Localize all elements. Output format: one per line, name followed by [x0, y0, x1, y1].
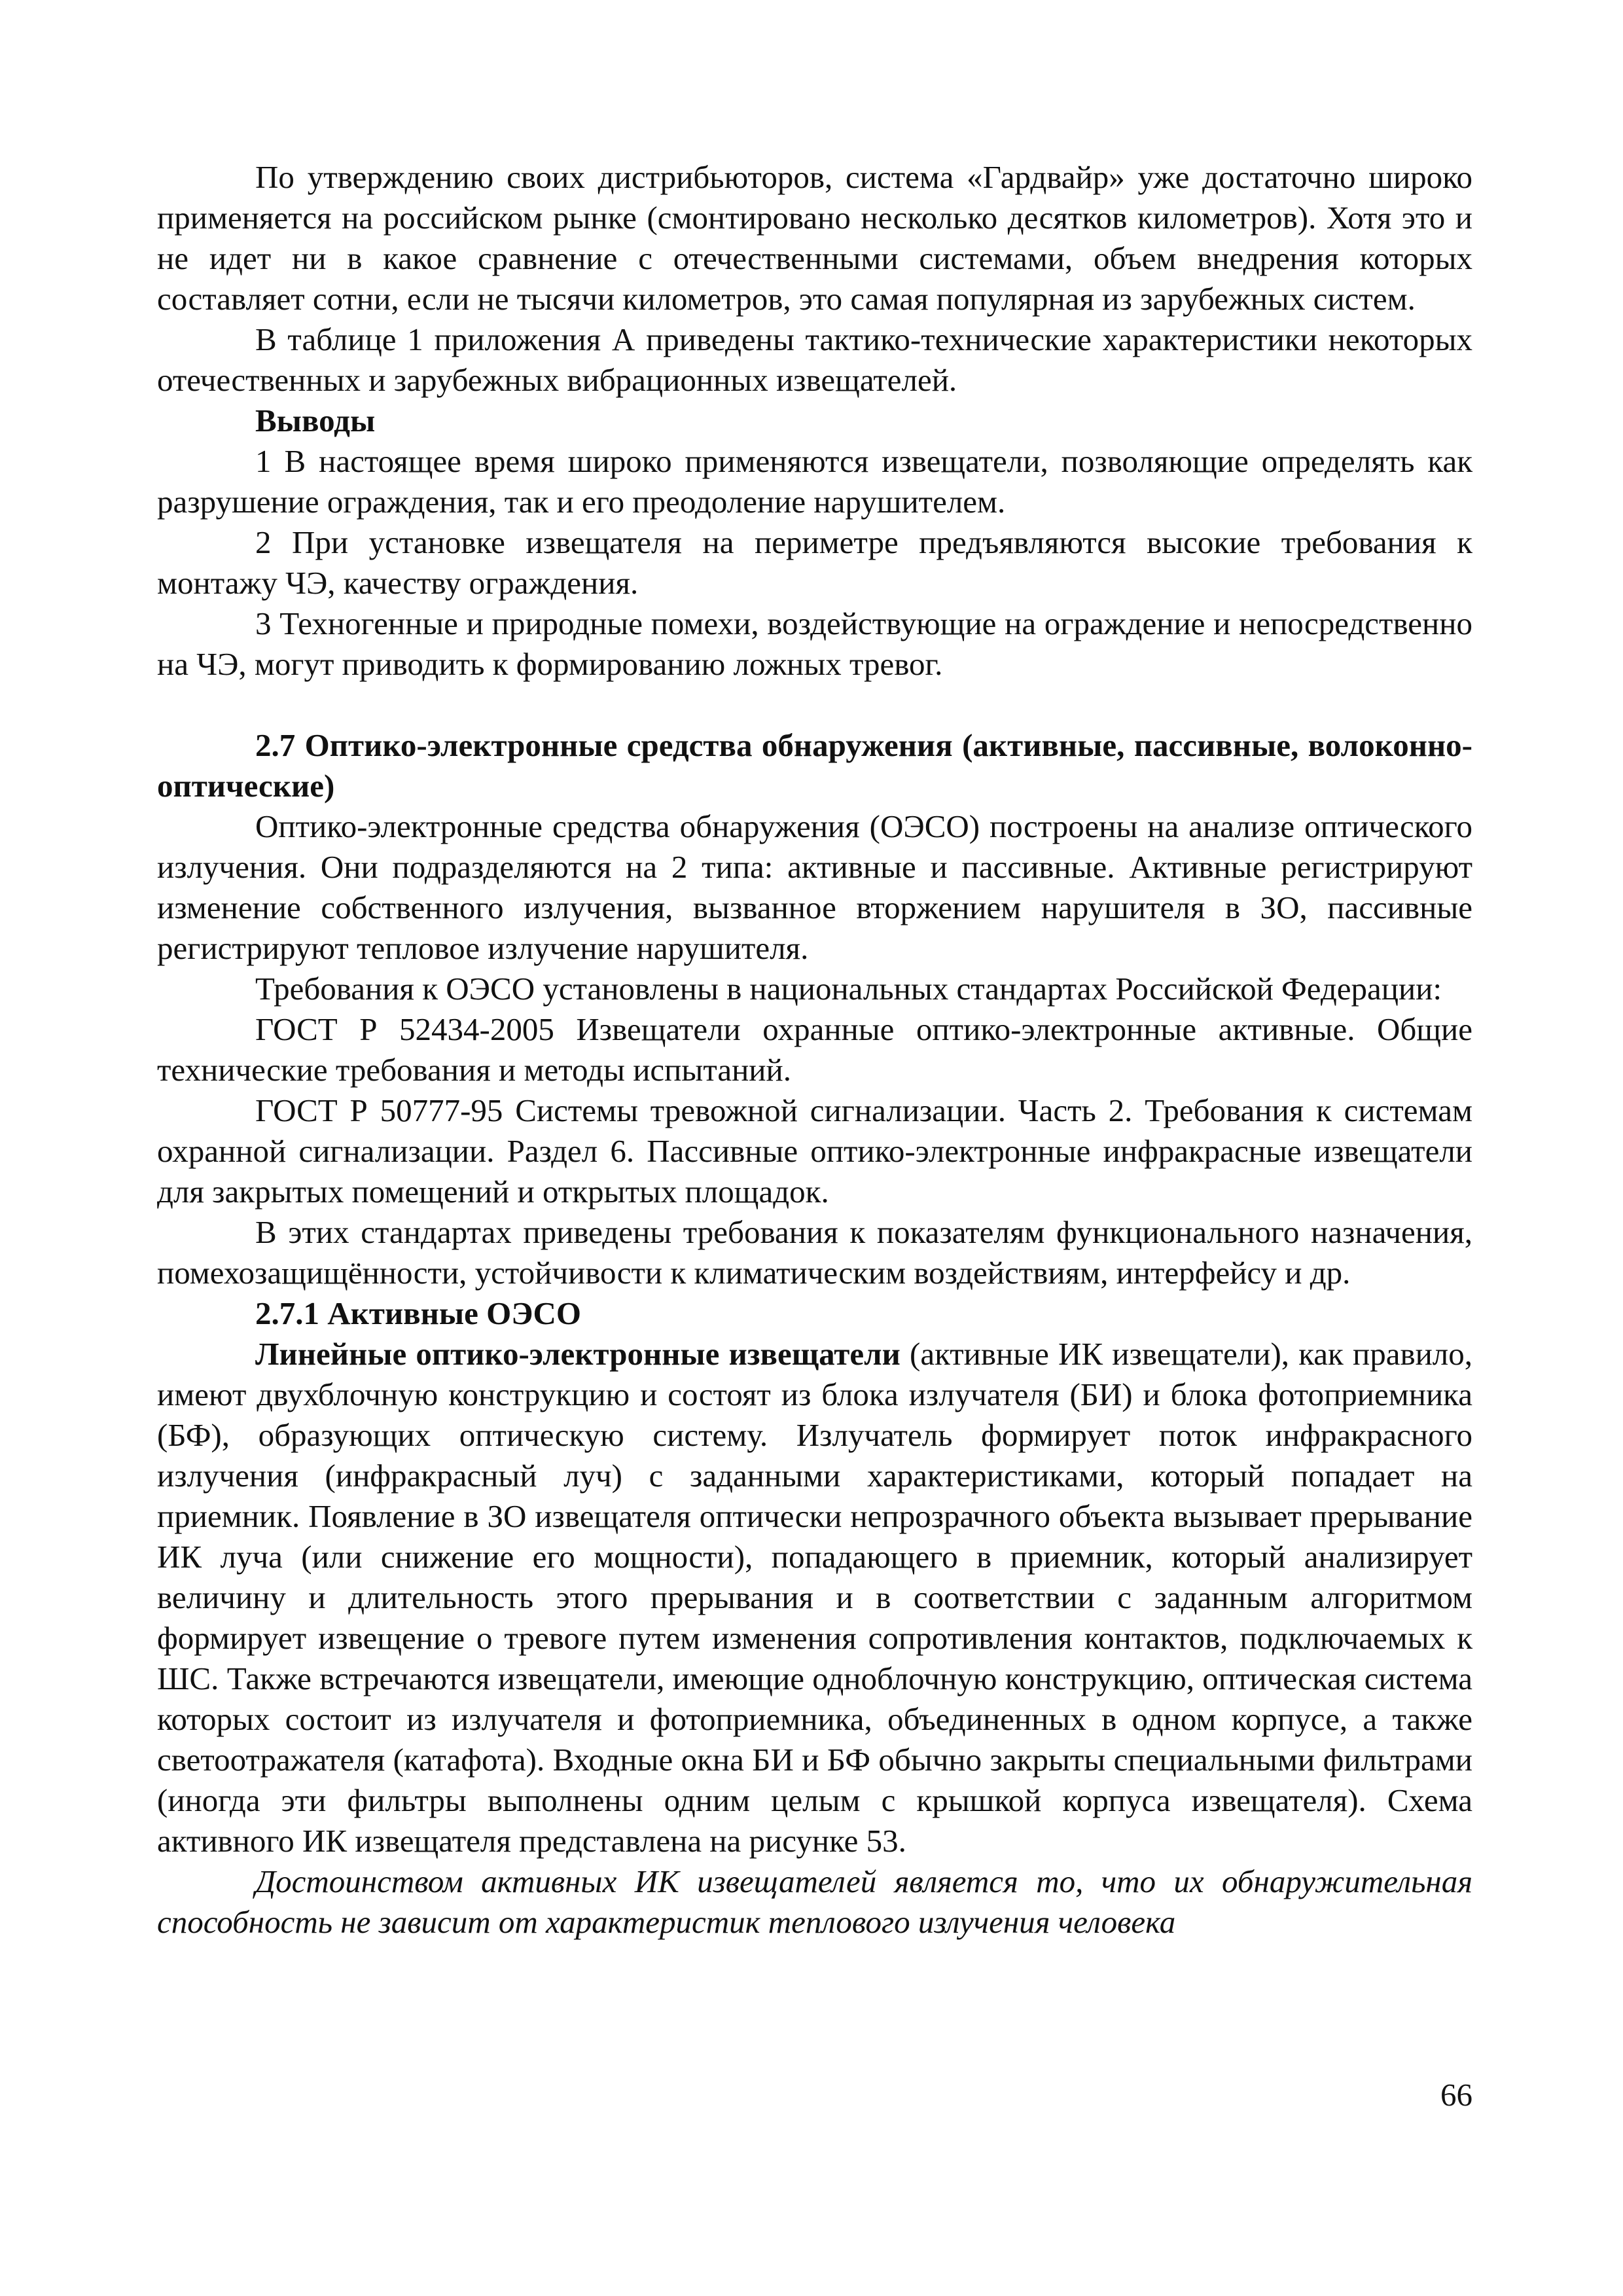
- linear-detectors-description: (активные ИК извещатели), как правило, имеют двухблочную конструкцию и состоят из блока излучателя (БИ) и блока фотоприемника (БФ), образующих оптическую систему. Излучатель формирует поток инфракрасного излучения (инфракрасный луч) с заданными характеристиками, который попадает на приемник. Появление в ЗО извещателя оптически непрозрачного объекта вызывает прерывание ИК луча (или снижение его мощности), попадающего в приемник, который анализирует величину и длительность этого прерывания и в соответствии с заданным алгоритмом формирует извещение о тревоге путем изменения сопротивления контактов, подключаемых к ШС. Также встречаются извещатели, имеющие одноблочную конструкцию, оптическая система которых состоит из излучателя и фотоприемника, объединенных в одном корпусе, а также светоотражателя (катафота). Входные окна БИ и БФ обычно закрыты специальными фильтрами (иногда эти фильтры выполнены одним целым с крышкой корпуса извещателя). Схема активного ИК извещателя представлена на рисунке 53.: [157, 1336, 1472, 1859]
- paragraph-linear-detectors: [157, 1334, 1472, 1861]
- paragraph-table-reference: В таблице 1 приложения А приведены тактико-технические характеристики некоторых отечественных и зарубежных вибрационных извещателей.: [157, 321, 1472, 398]
- paragraph-oeso-intro: Оптико-электронные средства обнаружения (ОЭСО) построены на анализе оптического излучения. Они подразделяются на 2 типа: активные и пассивные. Активные регистрируют изменение собственного излучения, вызванное вторжением нарушителя в ЗО, пассивные регистрируют тепловое излучение нарушителя.: [157, 808, 1472, 966]
- paragraph-gardwire: По утверждению своих дистрибьюторов, система «Гардвайр» уже достаточно широко применяется на российском рынке (смонтировано несколько десятков километров). Хотя это и не идет ни в какое сравнение с отечественными системами, объем внедрения которых составляет сотни, если не тысячи километров, это самая популярная из зарубежных систем.: [157, 159, 1472, 317]
- conclusion-item-2: 2 При установке извещателя на периметре предъявляются высокие требования к монтажу ЧЭ, качеству ограждения.: [157, 524, 1472, 601]
- conclusion-item-1: 1 В настоящее время широко применяются извещатели, позволяющие определять как разрушение ограждения, так и его преодоление нарушителем.: [157, 443, 1472, 520]
- page-number: 66: [1440, 2077, 1472, 2113]
- conclusions-heading: Выводы: [255, 403, 376, 439]
- paragraph-gost-50777: ГОСТ Р 50777-95 Системы тревожной сигнализации. Часть 2. Требования к системам охранной сигнализации. Раздел 6. Пассивные оптико-электронные инфракрасные извещатели для закрытых помещений и открытых площадок.: [157, 1092, 1472, 1210]
- conclusion-item-3: 3 Техногенные и природные помехи, воздействующие на ограждение и непосредственно на ЧЭ, могут приводить к формированию ложных тревог.: [157, 605, 1472, 682]
- section-spacer: [157, 685, 1472, 725]
- document-page: [157, 157, 1472, 1943]
- paragraph-advantage: Достоинством активных ИК извещателей является то, что их обнаружительная способность не зависит от характеристик теплового излучения человека: [157, 1863, 1472, 1940]
- section-2-7-1-heading: 2.7.1 Активные ОЭСО: [255, 1295, 581, 1331]
- linear-detectors-term: Линейные оптико-электронные извещатели: [255, 1336, 901, 1372]
- paragraph-gost-52434: ГОСТ Р 52434-2005 Извещатели охранные оптико-электронные активные. Общие технические требования и методы испытаний.: [157, 1011, 1472, 1088]
- paragraph-requirements: Требования к ОЭСО установлены в национальных стандартах Российской Федерации:: [255, 971, 1442, 1007]
- section-2-7-heading: 2.7 Оптико-электронные средства обнаружения (активные, пассивные, волоконно-оптические): [157, 727, 1472, 804]
- paragraph-standards-content: В этих стандартах приведены требования к показателям функционального назначения, помехозащищённости, устойчивости к климатическим воздействиям, интерфейсу и др.: [157, 1214, 1472, 1291]
